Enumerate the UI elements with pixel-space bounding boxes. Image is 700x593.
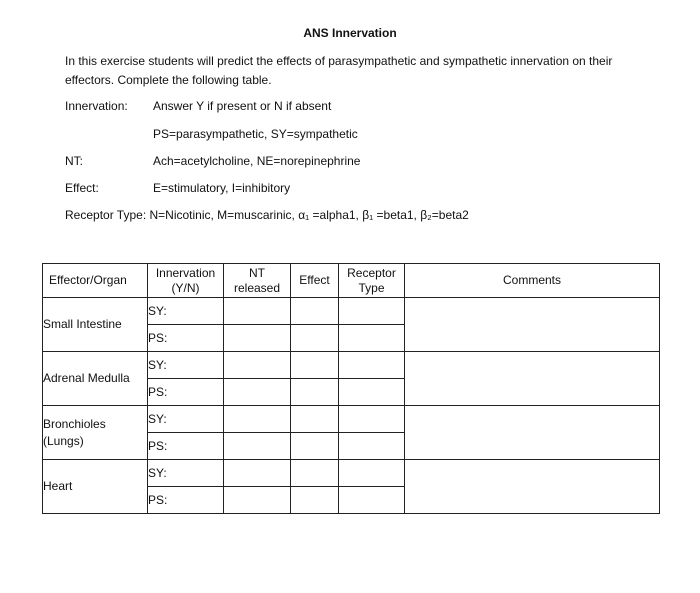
header-innervation-line1: Innervation	[155, 265, 216, 280]
nt-ps-cell[interactable]	[224, 433, 291, 460]
organ-name: Heart	[43, 479, 73, 493]
header-nt-line1: NT	[249, 265, 265, 280]
innervation-ps-cell[interactable]	[148, 487, 224, 514]
table-row	[43, 352, 660, 379]
ps-label: PS:	[148, 331, 168, 345]
comments-cell[interactable]	[405, 298, 660, 352]
innervation-ps-cell[interactable]	[148, 325, 224, 352]
sy-label: SY:	[148, 358, 167, 372]
effect-sy-cell[interactable]	[291, 352, 339, 379]
innervation-ps-cell[interactable]	[148, 379, 224, 406]
page-title: ANS Innervation	[303, 26, 397, 40]
receptor-sy-cell[interactable]	[339, 406, 405, 433]
innervation-sy-cell[interactable]	[148, 352, 224, 379]
sy-label: SY:	[148, 304, 167, 318]
header-comments	[405, 264, 660, 298]
organ-name: Bronchioles	[43, 416, 106, 431]
table-row	[43, 406, 660, 433]
intro-paragraph: In this exercise students will predict the effects of parasympathetic and sympathetic innervation on their effectors. Complete the following table.	[65, 54, 613, 87]
effector-table	[42, 263, 660, 514]
nt-sy-cell[interactable]	[224, 460, 291, 487]
header-receptor-line1: Receptor	[347, 265, 396, 280]
header-nt-line2: released	[233, 280, 281, 295]
effect-sy-cell[interactable]	[291, 460, 339, 487]
organ-cell	[43, 352, 148, 406]
comments-cell[interactable]	[405, 460, 660, 514]
innervation-sy-cell[interactable]	[148, 406, 224, 433]
header-innervation	[148, 264, 224, 298]
comments-cell[interactable]	[405, 406, 660, 460]
nt-ps-cell[interactable]	[224, 325, 291, 352]
effect-sy-cell[interactable]	[291, 406, 339, 433]
nt-sy-cell[interactable]	[224, 406, 291, 433]
header-effector-organ-text: Effector/Organ	[49, 273, 127, 287]
effect-label: Effect:	[65, 181, 99, 195]
receptor-ps-cell[interactable]	[339, 379, 405, 406]
sy-label: SY:	[148, 412, 167, 426]
organ-note: (Lungs)	[43, 433, 84, 448]
receptor-sy-cell[interactable]	[339, 352, 405, 379]
header-effector-organ	[43, 264, 148, 298]
header-innervation-line2: (Y/N)	[171, 280, 200, 295]
nt-definition: Ach=acetylcholine, NE=norepinephrine	[153, 154, 361, 168]
ps-label: PS:	[148, 493, 168, 507]
receptor-sy-cell[interactable]	[339, 460, 405, 487]
ps-label: PS:	[148, 385, 168, 399]
effect-ps-cell[interactable]	[291, 325, 339, 352]
sy-label: SY:	[148, 466, 167, 480]
effect-sy-cell[interactable]	[291, 298, 339, 325]
table-row	[43, 298, 660, 325]
organ-name: Small Intestine	[43, 317, 122, 331]
ps-sy-definition: PS=parasympathetic, SY=sympathetic	[153, 127, 358, 141]
receptor-ps-cell[interactable]	[339, 433, 405, 460]
receptor-sy-cell[interactable]	[339, 298, 405, 325]
nt-ps-cell[interactable]	[224, 379, 291, 406]
organ-cell	[43, 406, 148, 460]
effect-ps-cell[interactable]	[291, 487, 339, 514]
organ-name: Adrenal Medulla	[43, 371, 130, 385]
header-comments-text: Comments	[502, 273, 561, 287]
effect-ps-cell[interactable]	[291, 433, 339, 460]
nt-sy-cell[interactable]	[224, 298, 291, 325]
innervation-label: Innervation:	[65, 99, 128, 113]
nt-ps-cell[interactable]	[224, 487, 291, 514]
header-effect	[291, 264, 339, 298]
effect-ps-cell[interactable]	[291, 379, 339, 406]
comments-cell[interactable]	[405, 352, 660, 406]
nt-sy-cell[interactable]	[224, 352, 291, 379]
receptor-ps-cell[interactable]	[339, 325, 405, 352]
nt-label: NT:	[65, 154, 83, 168]
innervation-sy-cell[interactable]	[148, 460, 224, 487]
header-receptor-type	[339, 264, 405, 298]
effect-definition: E=stimulatory, I=inhibitory	[153, 181, 291, 195]
innervation-sy-cell[interactable]	[148, 298, 224, 325]
innervation-ps-cell[interactable]	[148, 433, 224, 460]
header-nt-released	[224, 264, 291, 298]
header-receptor-line2: Type	[358, 280, 385, 295]
table-header-row	[43, 264, 660, 298]
organ-cell	[43, 298, 148, 352]
ps-label: PS:	[148, 439, 168, 453]
organ-cell	[43, 460, 148, 514]
header-effect-text: Effect	[299, 273, 330, 287]
receptor-ps-cell[interactable]	[339, 487, 405, 514]
innervation-definition: Answer Y if present or N if absent	[153, 99, 332, 113]
receptor-type-definition: Receptor Type: N=Nicotinic, M=muscarinic, α₁ =alpha1, β₁ =beta1, β₂=beta2	[65, 208, 469, 222]
table-row	[43, 460, 660, 487]
